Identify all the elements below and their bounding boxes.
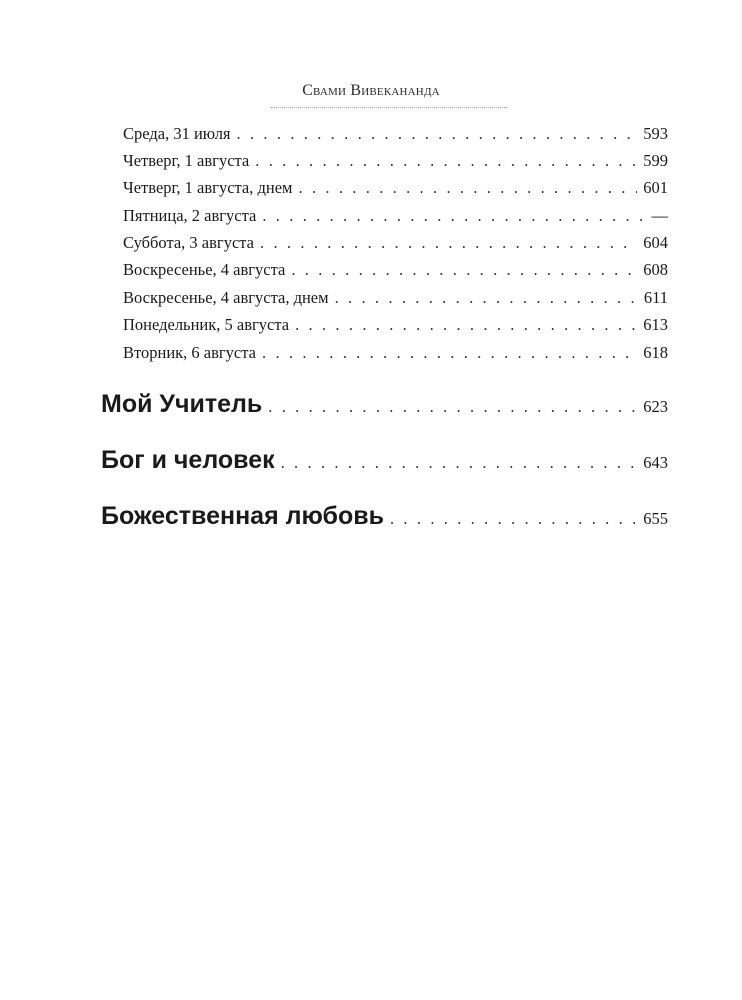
dot-leader	[260, 233, 637, 253]
toc-entry	[123, 151, 668, 173]
toc-entry-page: —	[651, 206, 668, 225]
toc-entry	[123, 260, 668, 282]
dot-leader	[255, 151, 637, 171]
toc-entry-title: Пятница, 2 августа	[123, 206, 257, 225]
dot-leader	[299, 178, 638, 198]
toc-chapter-entry	[101, 502, 668, 536]
toc-chapter-page: 643	[643, 453, 668, 472]
toc-chapter-title: Божественная любовь	[101, 502, 384, 530]
running-header: Свами Вивекананда	[302, 82, 440, 99]
toc-entry	[123, 124, 668, 146]
toc-entry	[123, 315, 668, 337]
toc-entry-title: Вторник, 6 августа	[123, 343, 256, 362]
toc-chapter-title: Бог и человек	[101, 446, 275, 474]
dot-leader	[295, 315, 637, 335]
dot-leader	[335, 288, 638, 308]
toc-entry	[123, 288, 668, 310]
toc-entry-page: 599	[643, 151, 668, 170]
dot-leader	[262, 343, 637, 363]
toc-entry-page: 604	[643, 233, 668, 252]
toc-entry-title: Суббота, 3 августа	[123, 233, 255, 252]
dot-leader	[268, 397, 637, 417]
toc-entry-title: Четверг, 1 августа, днем	[123, 178, 293, 197]
toc-entry	[123, 206, 668, 228]
toc-entry-title: Среда, 31 июля	[123, 124, 231, 143]
toc-entry-page: 601	[643, 178, 668, 197]
toc-entry-page: 593	[643, 124, 668, 143]
dot-leader	[262, 206, 645, 226]
toc-chapter-title: Мой Учитель	[101, 390, 263, 418]
toc-entry-title: Воскресенье, 4 августа	[123, 260, 286, 279]
toc-entry-page: 613	[643, 315, 668, 334]
dot-leader	[390, 509, 637, 529]
toc-entry	[123, 343, 668, 365]
toc-entry	[123, 178, 668, 200]
toc-chapter-entry	[101, 446, 668, 480]
toc-entry	[123, 233, 668, 255]
toc-entry-title: Воскресенье, 4 августа, днем	[123, 288, 329, 307]
toc-chapter-entry	[101, 390, 668, 424]
toc-chapter-page: 623	[643, 397, 668, 416]
dot-leader	[291, 260, 637, 280]
toc-chapter-page: 655	[643, 509, 668, 528]
toc-entry-page: 611	[643, 288, 668, 307]
toc-entry-page: 608	[643, 260, 668, 279]
header-dotted-rule	[271, 107, 507, 108]
toc-entry-title: Понедельник, 5 августа	[123, 315, 290, 334]
dot-leader	[281, 453, 638, 473]
toc-entry-page: 618	[643, 343, 668, 362]
toc-entry-title: Четверг, 1 августа	[123, 151, 250, 170]
dot-leader	[237, 124, 638, 144]
